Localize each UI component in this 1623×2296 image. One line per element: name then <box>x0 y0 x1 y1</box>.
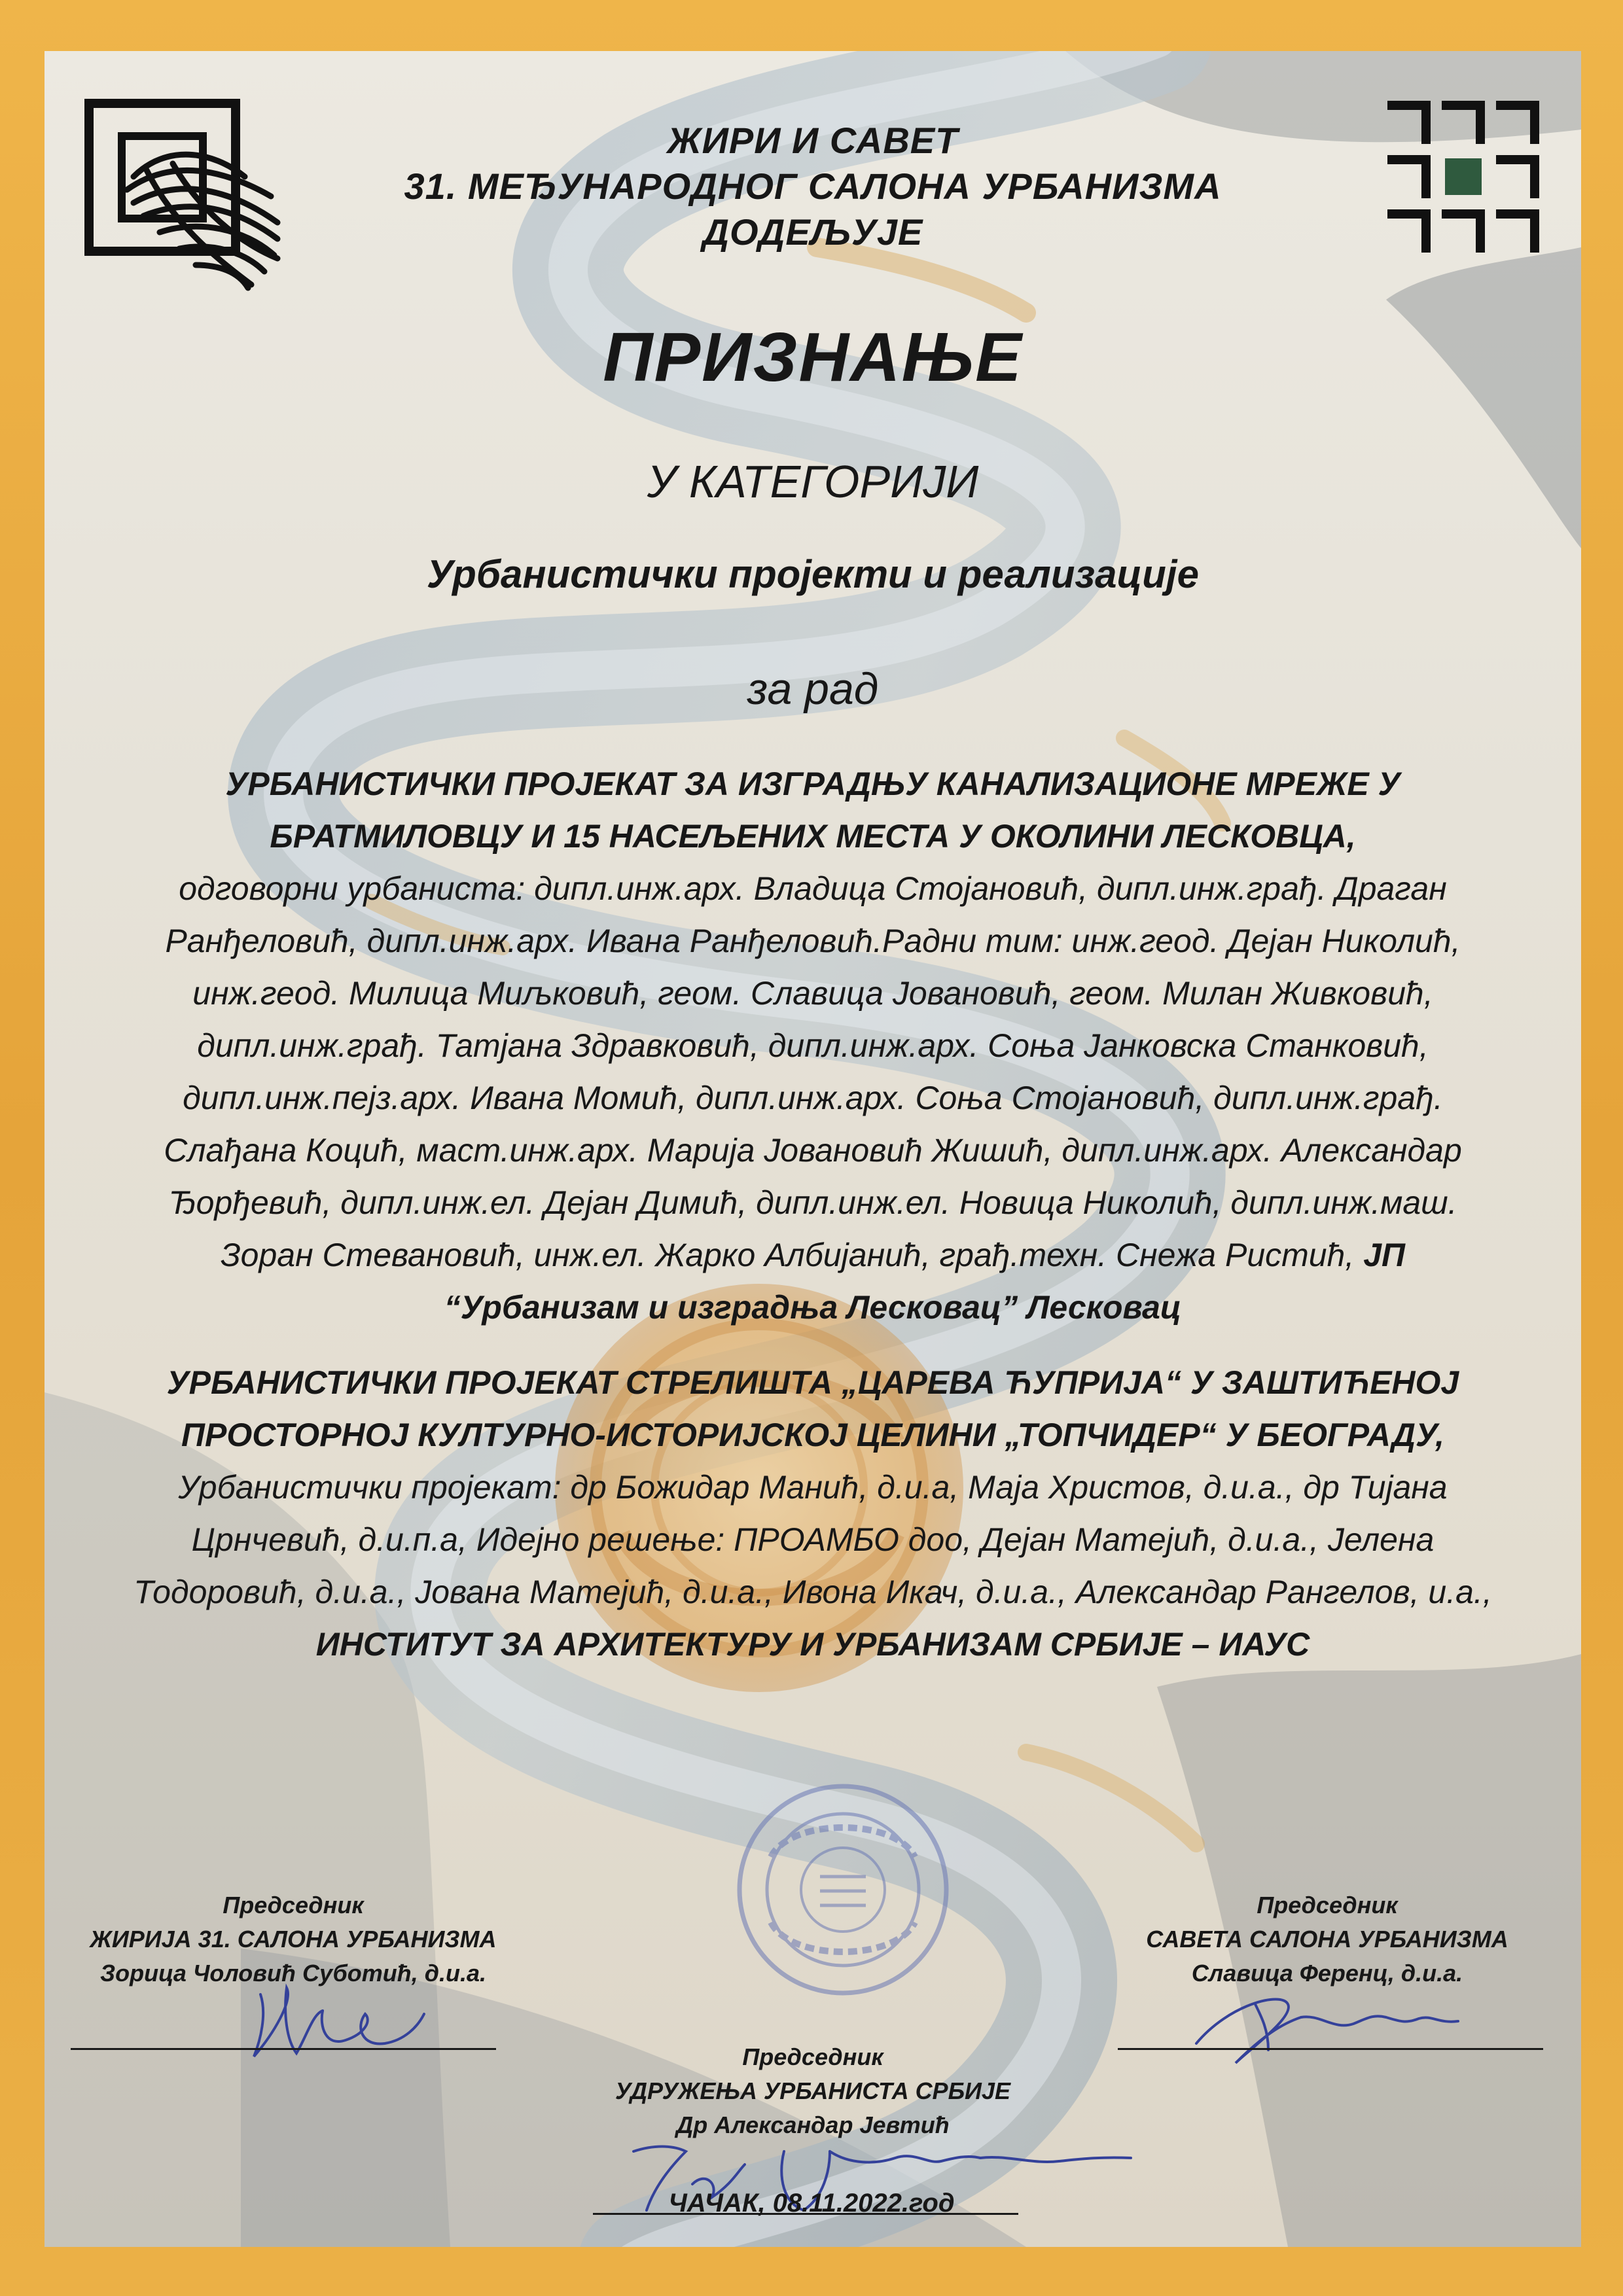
award-work-2 <box>97 1356 1529 1670</box>
signature-jury-president <box>215 1975 463 2066</box>
signature-council-president <box>1170 1978 1510 2070</box>
signatory-council <box>1092 1888 1563 1990</box>
signature-line-jury <box>71 2048 496 2050</box>
work-organization: ЈП “Урбанизам и изградња Лесковац” Лесковац <box>444 1237 1406 1326</box>
signature-line-council <box>1118 2048 1543 2050</box>
signatory-name: Зорица Чоловић Суботић, д.и.а. <box>99 1960 487 1987</box>
header-line-jury: ЖИРИ И САВЕТ <box>667 120 959 161</box>
award-work-1 <box>97 758 1529 1333</box>
signatory-role: Председник <box>223 1892 364 1918</box>
for-work-label: за рад <box>747 664 879 714</box>
signatory-name: Славица Ференц, д.и.а. <box>1191 1960 1463 1987</box>
signatory-role: Председник <box>742 2043 883 2070</box>
signatory-name: Др Александар Јевтић <box>676 2111 950 2138</box>
header-line-awards: ДОДЕЉУЈЕ <box>702 211 923 253</box>
work-authors <box>124 862 1502 1333</box>
work-title: УРБАНИСТИЧКИ ПРОЈЕКАТ СТРЕЛИШТА „ЦАРЕВА ЋУПРИЈА“ У ЗАШТИЋЕНОЈ ПРОСТОРНОЈ КУЛТУРНО-ИСТОРИЈСКОЈ ЦЕЛИНИ „ТОПЧИДЕР“ У БЕОГРАДУ, <box>166 1364 1459 1453</box>
work-authors-text: одговорни урбаниста: дипл.инж.арх. Владица Стојановић, дипл.инж.грађ. Драган Ранђеловић, дипл.инж.арх. Ивана Ранђеловић.Радни тим: инж.геод. Дејан Николић, инж.геод. Милица Миљковић, геом. Славица Јовановић, геом. Милан Живковић, дипл.инж.грађ. Татјана Здравковић, дипл.инж.арх. Соња Јанковска Станковић, дипл.инж.пејз.арх. Ивана Момић, дипл.инж.арх. Соња Стојановић, дипл.инж.грађ. Слађана Коцић, маст.инж.арх. Марија Јовановић Жишић, дипл.инж.арх. Александар Ђорђевић, дипл.инж.ел. Дејан Димић, дипл.инж.ел. Новица Николић, дипл.инж.маш. Зоран Стевановић, инж.ел. Жарко Албијанић, грађ.техн. Снежа Ристић, <box>164 870 1462 1273</box>
signatory-body: САВЕТА САЛОНА УРБАНИЗМА <box>1146 1926 1508 1952</box>
signatory-body: УДРУЖЕЊА УРБАНИСТА СРБИЈЕ <box>615 2077 1010 2104</box>
signatory-body: ЖИРИЈА 31. САЛОНА УРБАНИЗМА <box>90 1926 497 1952</box>
work-authors: Урбанистички пројекат: др Божидар Манић, д.и.а, Маја Христов, д.и.а., др Тијана Црнчевић, д.и.п.а, Идејно решење: ПРОАМБО доо, Дејан Матејић, д.и.а., Јелена Тодоровић, д.и.а., Јована Матејић, д.и.а., Ивона Икач, д.и.а., Александар Рангелов, и.а., <box>134 1469 1492 1610</box>
category-name: Урбанистички пројекти и реализације <box>427 552 1199 596</box>
place-date: ЧАЧАК, 08.11.2022.год <box>668 2189 955 2217</box>
category-label: У КАТЕГОРИЈИ <box>647 456 979 507</box>
certificate-title: ПРИЗНАЊЕ <box>603 319 1023 396</box>
work-title: УРБАНИСТИЧКИ ПРОЈЕКАТ ЗА ИЗГРАДЊУ КАНАЛИЗАЦИОНЕ МРЕЖЕ У БРАТМИЛОВЦУ И 15 НАСЕЉЕНИХ МЕСТА У ОКОЛИНИ ЛЕСКОВЦА, <box>225 766 1400 855</box>
signatory-role: Председник <box>1257 1892 1398 1918</box>
work-organization: ИНСТИТУТ ЗА АРХИТЕКТУРУ И УРБАНИЗАМ СРБИЈЕ – ИАУС <box>315 1626 1310 1663</box>
header-line-salon: 31. МЕЂУНАРОДНОГ САЛОНА УРБАНИЗМА <box>404 166 1222 207</box>
certificate-sheet <box>45 51 1581 2247</box>
association-seal-icon <box>732 1778 954 2001</box>
